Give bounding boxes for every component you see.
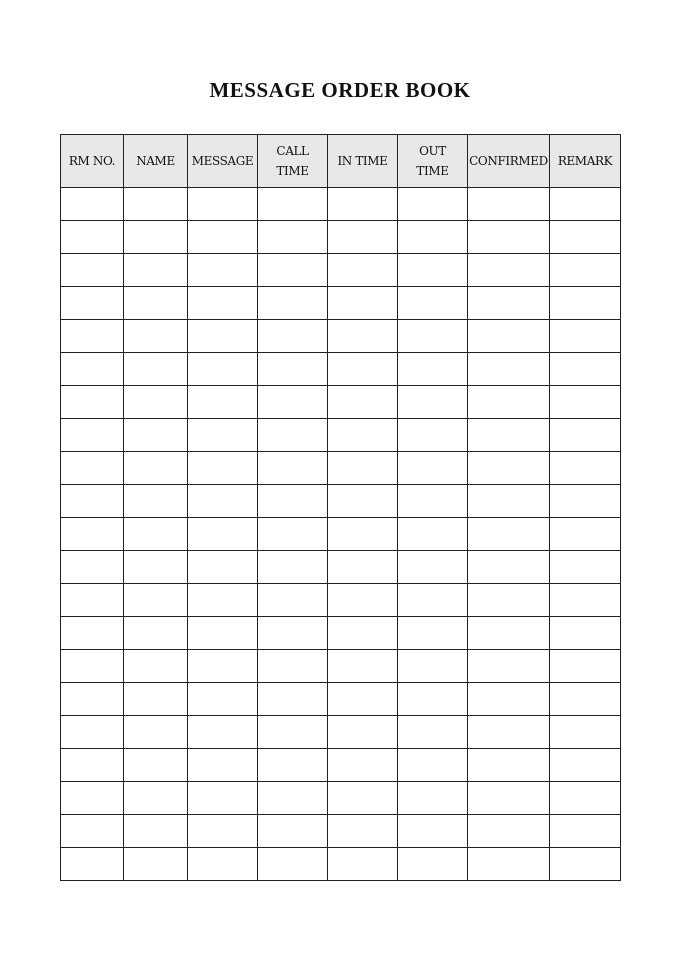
table-cell (258, 485, 328, 518)
table-cell (124, 353, 188, 386)
table-cell (328, 683, 398, 716)
table-row (61, 617, 621, 650)
table-cell (61, 749, 124, 782)
table-cell (188, 848, 258, 881)
table-cell (188, 650, 258, 683)
table-cell (124, 188, 188, 221)
table-cell (61, 518, 124, 551)
table-row (61, 353, 621, 386)
table-cell (258, 188, 328, 221)
table-cell (258, 848, 328, 881)
table-cell (124, 749, 188, 782)
table-cell (398, 617, 468, 650)
table-cell (550, 782, 621, 815)
table-cell (550, 254, 621, 287)
table-cell (124, 452, 188, 485)
table-row (61, 782, 621, 815)
column-header-room-number: RM NO. (61, 135, 124, 188)
table-cell (398, 386, 468, 419)
table-cell (188, 452, 258, 485)
table-cell (188, 584, 258, 617)
table-cell (124, 518, 188, 551)
table-cell (61, 485, 124, 518)
table-cell (61, 287, 124, 320)
table-row (61, 716, 621, 749)
table-cell (550, 716, 621, 749)
table-cell (398, 749, 468, 782)
table-cell (258, 386, 328, 419)
column-header-name: NAME (124, 135, 188, 188)
table-cell (398, 683, 468, 716)
table-cell (258, 320, 328, 353)
table-row (61, 386, 621, 419)
table-cell (328, 254, 398, 287)
table-cell (61, 650, 124, 683)
table-row (61, 452, 621, 485)
table-cell (328, 518, 398, 551)
table-cell (328, 584, 398, 617)
table-cell (258, 716, 328, 749)
table-cell (550, 749, 621, 782)
table-cell (328, 848, 398, 881)
table-row (61, 683, 621, 716)
table-cell (124, 683, 188, 716)
table-cell (550, 188, 621, 221)
table-cell (188, 320, 258, 353)
table-cell (550, 320, 621, 353)
table-cell (258, 617, 328, 650)
table-cell (550, 584, 621, 617)
table-cell (468, 287, 550, 320)
table-cell (468, 518, 550, 551)
table-cell (258, 584, 328, 617)
table-row (61, 419, 621, 452)
table-cell (550, 518, 621, 551)
table-cell (124, 617, 188, 650)
table-cell (258, 221, 328, 254)
column-header-call-time: CALL TIME (258, 135, 328, 188)
table-cell (398, 584, 468, 617)
table-cell (328, 617, 398, 650)
table-cell (258, 452, 328, 485)
table-cell (398, 188, 468, 221)
table-cell (61, 221, 124, 254)
table-row (61, 518, 621, 551)
column-header-confirmed: CONFIRMED (468, 135, 550, 188)
table-cell (188, 386, 258, 419)
table-cell (61, 716, 124, 749)
table-cell (468, 221, 550, 254)
table-cell (124, 287, 188, 320)
table-cell (398, 848, 468, 881)
table-cell (124, 584, 188, 617)
table-cell (398, 320, 468, 353)
table-cell (188, 617, 258, 650)
table-cell (124, 320, 188, 353)
column-header-in-time: IN TIME (328, 135, 398, 188)
table-cell (398, 485, 468, 518)
table-cell (550, 353, 621, 386)
table-cell (550, 650, 621, 683)
table-cell (188, 518, 258, 551)
table-cell (468, 815, 550, 848)
table-cell (61, 320, 124, 353)
table-cell (468, 782, 550, 815)
table-cell (188, 683, 258, 716)
table-cell (61, 584, 124, 617)
table-cell (550, 287, 621, 320)
table-cell (398, 650, 468, 683)
table-cell (468, 452, 550, 485)
table-cell (188, 749, 258, 782)
table-cell (124, 650, 188, 683)
table-cell (328, 551, 398, 584)
table-cell (61, 815, 124, 848)
table-cell (328, 815, 398, 848)
table-cell (328, 485, 398, 518)
column-header-out-time: OUT TIME (398, 135, 468, 188)
table-cell (61, 848, 124, 881)
table-cell (258, 353, 328, 386)
table-cell (188, 287, 258, 320)
table-cell (258, 419, 328, 452)
table-cell (61, 353, 124, 386)
table-cell (258, 683, 328, 716)
table-cell (328, 716, 398, 749)
table-cell (550, 617, 621, 650)
table-cell (258, 749, 328, 782)
table-cell (188, 485, 258, 518)
table-cell (398, 254, 468, 287)
table-cell (328, 749, 398, 782)
table-header-row (61, 135, 621, 188)
table-cell (61, 419, 124, 452)
table-cell (328, 782, 398, 815)
table-cell (188, 551, 258, 584)
table-cell (188, 716, 258, 749)
table-cell (468, 848, 550, 881)
table-row (61, 221, 621, 254)
table-cell (258, 551, 328, 584)
table-row (61, 287, 621, 320)
table-row (61, 254, 621, 287)
table-cell (550, 221, 621, 254)
table-cell (550, 848, 621, 881)
table-cell (328, 452, 398, 485)
table-cell (550, 485, 621, 518)
table-cell (188, 353, 258, 386)
table-row (61, 485, 621, 518)
table-cell (124, 716, 188, 749)
table-cell (468, 353, 550, 386)
table-cell (188, 188, 258, 221)
table-cell (398, 815, 468, 848)
message-order-table (60, 134, 621, 881)
table-body (61, 188, 621, 881)
table-cell (188, 419, 258, 452)
table-row (61, 749, 621, 782)
table-cell (124, 485, 188, 518)
table-cell (188, 815, 258, 848)
table-cell (61, 452, 124, 485)
table-cell (124, 848, 188, 881)
table-cell (550, 815, 621, 848)
table-cell (550, 386, 621, 419)
table-cell (328, 419, 398, 452)
table-cell (550, 452, 621, 485)
table-cell (61, 617, 124, 650)
table-cell (124, 221, 188, 254)
table-cell (468, 584, 550, 617)
page-title: MESSAGE ORDER BOOK (209, 78, 471, 102)
table-cell (124, 551, 188, 584)
table-cell (468, 749, 550, 782)
table-cell (468, 485, 550, 518)
table-cell (550, 419, 621, 452)
table-cell (61, 254, 124, 287)
table-cell (468, 617, 550, 650)
table-row (61, 815, 621, 848)
table-cell (258, 518, 328, 551)
table-cell (61, 551, 124, 584)
table-cell (124, 254, 188, 287)
table-cell (468, 683, 550, 716)
column-header-remark: REMARK (550, 135, 621, 188)
table-row (61, 320, 621, 353)
table-cell (258, 815, 328, 848)
table-cell (468, 551, 550, 584)
table-cell (550, 683, 621, 716)
table-cell (61, 188, 124, 221)
table-cell (124, 419, 188, 452)
table-cell (258, 782, 328, 815)
table-row (61, 848, 621, 881)
table-row (61, 188, 621, 221)
table-cell (398, 419, 468, 452)
table-cell (398, 518, 468, 551)
table-cell (468, 419, 550, 452)
table-row (61, 584, 621, 617)
table-cell (124, 815, 188, 848)
table-cell (398, 353, 468, 386)
column-header-message: MESSAGE (188, 135, 258, 188)
table-cell (398, 452, 468, 485)
table-cell (398, 782, 468, 815)
table-cell (398, 716, 468, 749)
table-cell (61, 782, 124, 815)
table-cell (188, 254, 258, 287)
table-cell (398, 551, 468, 584)
table-cell (328, 650, 398, 683)
table-cell (468, 188, 550, 221)
table-cell (328, 353, 398, 386)
table-cell (468, 716, 550, 749)
table-cell (124, 386, 188, 419)
table-cell (468, 650, 550, 683)
table-cell (188, 782, 258, 815)
table-row (61, 551, 621, 584)
table-cell (124, 782, 188, 815)
table-cell (61, 683, 124, 716)
table-row (61, 650, 621, 683)
table-cell (328, 287, 398, 320)
table-cell (398, 221, 468, 254)
table-cell (328, 221, 398, 254)
table-cell (328, 320, 398, 353)
table-cell (258, 650, 328, 683)
table-cell (468, 254, 550, 287)
table-cell (468, 386, 550, 419)
table-cell (188, 221, 258, 254)
table-cell (468, 320, 550, 353)
table-cell (258, 287, 328, 320)
table-cell (258, 254, 328, 287)
table-cell (61, 386, 124, 419)
table-cell (550, 551, 621, 584)
table-cell (328, 386, 398, 419)
table-cell (328, 188, 398, 221)
table-cell (398, 287, 468, 320)
